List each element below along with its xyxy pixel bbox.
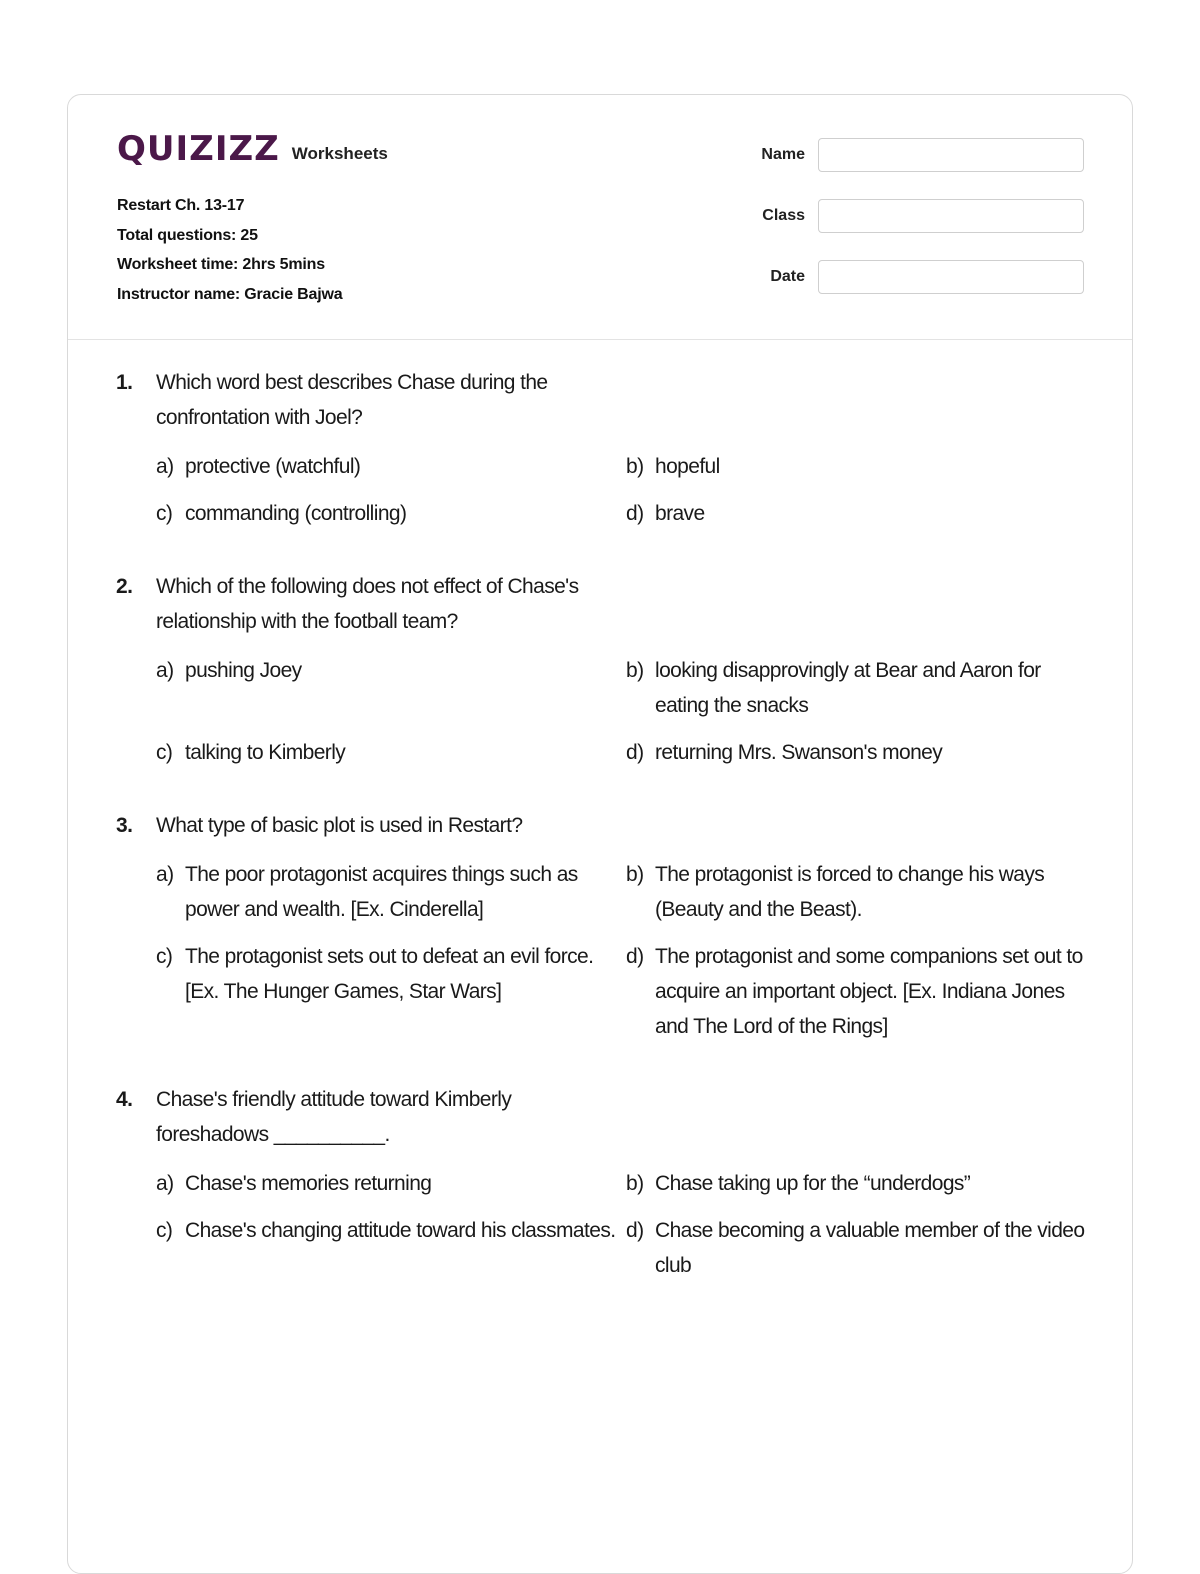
student-fields [761,137,1084,320]
question [116,569,1086,770]
question-list [116,365,1086,1321]
option-text: Chase taking up for the “underdogs” [655,1172,971,1195]
option-text: hopeful [655,455,720,478]
option-letter: b) [626,659,644,682]
worksheet [67,94,1133,1574]
option-a [156,857,626,927]
option-letter: a) [156,1172,174,1195]
option-letter: c) [156,1219,173,1242]
option-letter: d) [626,1219,644,1242]
option-text: Chase becoming a valuable member of the video club [655,1219,1085,1277]
class-field[interactable] [818,199,1084,233]
option-text: The poor protagonist acquires things such as power and wealth. [Ex. Cinderella] [185,863,578,921]
answer-options [156,857,1086,1044]
option-text: pushing Joey [185,659,302,682]
option-c [156,1213,626,1283]
answer-options [156,449,1086,531]
option-b [626,1166,1086,1201]
question-number: 3. [116,814,133,837]
date-row [761,259,1084,295]
class-label: Class [762,207,805,224]
option-text: Chase's memories returning [185,1172,432,1195]
question [116,808,1086,1044]
option-d [626,496,1086,531]
date-field[interactable] [818,260,1084,294]
brand [117,131,388,167]
option-text: The protagonist sets out to defeat an evil force. [Ex. The Hunger Games, Star Wars] [185,945,594,1003]
option-d [626,939,1086,1044]
worksheet-title: Restart Ch. 13-17 [117,197,245,214]
total-questions: Total questions: 25 [117,226,258,244]
option-letter: b) [626,455,644,478]
option-letter: d) [626,502,644,525]
option-text: looking disapprovingly at Bear and Aaron for eating the snacks [655,659,1041,717]
option-letter: b) [626,863,644,886]
instructor-name: Instructor name: Gracie Bajwa [117,285,343,303]
option-text: protective (watchful) [185,455,361,478]
option-letter: d) [626,945,644,968]
question-number: 4. [116,1088,133,1111]
option-letter: c) [156,502,173,525]
option-a [156,653,626,723]
option-c [156,496,626,531]
option-letter: a) [156,455,174,478]
question [116,1082,1086,1283]
worksheet-meta [117,191,342,309]
option-letter: d) [626,741,644,764]
option-letter: b) [626,1172,644,1195]
worksheet-header [68,95,1132,340]
option-text: The protagonist is forced to change his ways (Beauty and the Beast). [655,863,1045,921]
name-field[interactable] [818,138,1084,172]
option-letter: a) [156,863,174,886]
option-b [626,857,1086,927]
question-text: Which word best describes Chase during the confrontation with Joel? [156,371,548,429]
option-a [156,1166,626,1201]
question-text: Chase's friendly attitude toward Kimberly foreshadows __________. [156,1088,512,1146]
option-c [156,735,626,770]
option-text: talking to Kimberly [185,741,346,764]
name-row [761,137,1084,173]
answer-options [156,653,1086,770]
quizizz-logo: QUIZIZZ [117,129,280,169]
option-text: returning Mrs. Swanson's money [655,741,943,764]
option-c [156,939,626,1044]
class-row [761,198,1084,234]
date-label: Date [770,268,805,285]
option-text: Chase's changing attitude toward his classmates. [185,1219,616,1242]
logo-subtitle: Worksheets [291,144,388,163]
option-a [156,449,626,484]
answer-options [156,1166,1086,1283]
question-text: Which of the following does not effect of Chase's relationship with the football team? [156,575,579,633]
option-text: brave [655,502,705,525]
worksheet-time: Worksheet time: 2hrs 5mins [117,256,325,273]
option-b [626,449,1086,484]
option-letter: c) [156,945,173,968]
name-label: Name [761,146,805,163]
option-d [626,1213,1086,1283]
option-d [626,735,1086,770]
option-text: commanding (controlling) [185,502,407,525]
question-text: What type of basic plot is used in Restart? [156,814,523,837]
option-letter: c) [156,741,173,764]
question-number: 1. [116,371,133,394]
question [116,365,1086,531]
question-number: 2. [116,575,133,598]
option-b [626,653,1086,723]
option-text: The protagonist and some companions set out to acquire an important object. [Ex. Indiana Jones and The Lord of the Rings] [655,945,1083,1038]
option-letter: a) [156,659,174,682]
